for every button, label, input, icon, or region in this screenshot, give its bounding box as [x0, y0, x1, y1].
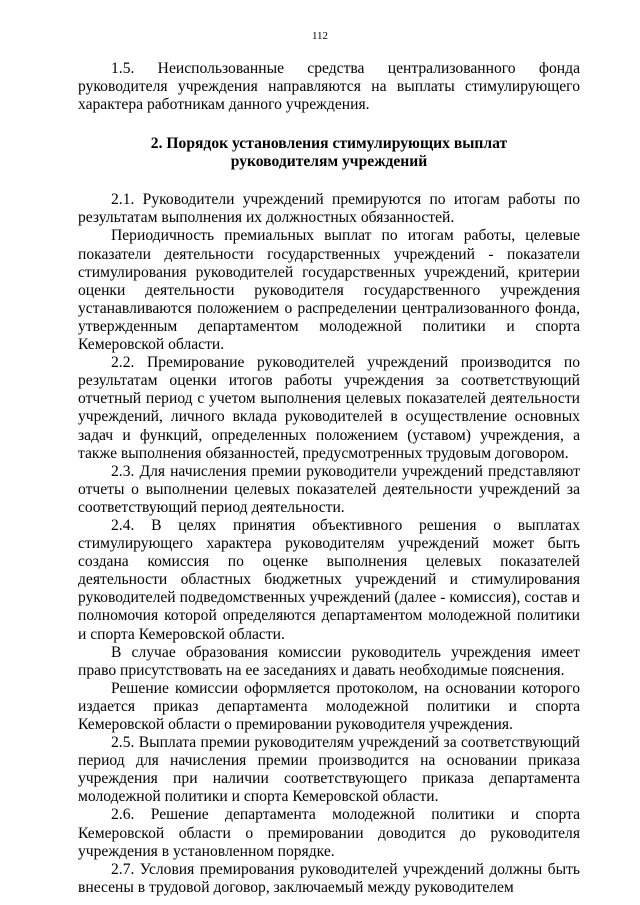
paragraph-2-3: 2.3. Для начисления премии руководители учреждений представляют отчеты о выполнении целевых показателей деятельности учреждений за соответствующий период деятельности.: [78, 462, 580, 516]
paragraph-1-5: 1.5. Неиспользованные средства централизованного фонда руководителя учреждения направляются на выплаты стимулирующего характера работникам данного учреждения.: [78, 60, 580, 114]
document-body: [78, 60, 580, 897]
paragraph-2-2: 2.2. Премирование руководителей учреждений производится по результатам оценки итогов работы учреждения за соответствующий отчетный период с учетом выполнения целевых показателей деятельности учреждений, личного вклада руководителей в осуществление основных задач и функций, определенных положением (уставом) учреждения, а также выполнения обязанностей, предусмотренных трудовым договором.: [78, 354, 580, 462]
paragraph-2-6: 2.6. Решение департамента молодежной политики и спорта Кемеровской области о премировании доводится до руководителя учреждения в установленном порядке.: [78, 806, 580, 860]
paragraph-2-5: 2.5. Выплата премии руководителям учреждений за соответствующий период для начисления премии производится на основании приказа учреждения при наличии соответствующего приказа департамента молодежной политики и спорта Кемеровской области.: [78, 734, 580, 806]
paragraph-2-4-commission-decision: Решение комиссии оформляется протоколом, на основании которого издается приказ департамента молодежной политики и спорта Кемеровской области о премировании руководителя учреждения.: [78, 679, 580, 733]
paragraph-2-1: 2.1. Руководители учреждений премируются по итогам работы по результатам выполнения их должностных обязанностей.: [78, 191, 580, 227]
section-2-title-line-1: 2. Порядок установления стимулирующих выплат: [150, 135, 508, 153]
section-2-title-line-2: руководителям учреждений: [230, 153, 428, 171]
paragraph-2-7: 2.7. Условия премирования руководителей учреждений должны быть внесены в трудовой договор, заключаемый между руководителем: [78, 860, 580, 896]
paragraph-2-4: 2.4. В целях принятия объективного решения о выплатах стимулирующего характера руководителям учреждений может быть создана комиссия по оценке выполнения целевых показателей деятельности областных бюджетных учреждений и стимулирования руководителей подведомственных учреждений (далее - комиссия), состав и полномочия которой определяются департаментом молодежной политики и спорта Кемеровской области.: [78, 516, 580, 643]
page-number: 112: [311, 30, 329, 42]
section-2-heading: [78, 135, 580, 171]
paragraph-2-4-commission-attendance: В случае образования комиссии руководитель учреждения имеет право присутствовать на ее заседаниях и давать необходимые пояснения.: [78, 643, 580, 679]
paragraph-2-1-periodicity: Периодичность премиальных выплат по итогам работы, целевые показатели деятельности государственных учреждений - показатели стимулирования руководителей государственных учреждений, критерии оценки деятельности руководителя государственного учреждения устанавливаются положением о распределении централизованного фонда, утвержденным департаментом молодежной политики и спорта Кемеровской области.: [78, 227, 580, 354]
